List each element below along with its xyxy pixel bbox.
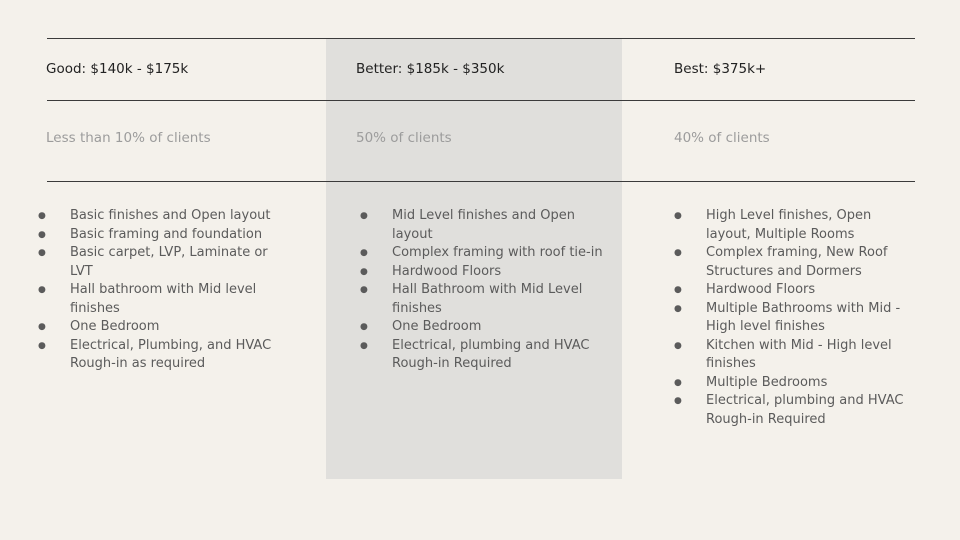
- feature-text: Hall bathroom with Mid level finishes: [70, 282, 257, 316]
- bullet-icon: ●: [38, 248, 46, 258]
- bullet-icon: ●: [674, 377, 682, 388]
- tier-features-best: [674, 207, 919, 429]
- list-item: [360, 337, 605, 374]
- list-item: [674, 337, 919, 374]
- feature-text: Mid Level finishes and Open layout: [392, 208, 575, 242]
- bullet-icon: ●: [674, 285, 682, 295]
- feature-text: Complex framing, New Roof Structures and Dormers: [706, 245, 888, 279]
- list-item: [360, 207, 605, 244]
- list-item: [360, 244, 605, 263]
- list-item: [674, 244, 919, 281]
- bullet-icon: ●: [360, 340, 368, 351]
- header-rule: [47, 100, 915, 101]
- list-item: [38, 207, 288, 226]
- feature-text: One Bedroom: [392, 319, 482, 334]
- bullet-icon: ●: [38, 340, 46, 351]
- feature-text: High Level finishes, Open layout, Multiple Rooms: [706, 208, 872, 242]
- list-item: [360, 281, 605, 318]
- list-item: [360, 318, 605, 337]
- list-item: [38, 337, 288, 374]
- bullet-icon: ●: [674, 340, 682, 351]
- tier-client-share: 50% of clients: [356, 130, 452, 146]
- list-item: [38, 281, 288, 318]
- tier-title: Better: $185k - $350k: [356, 61, 505, 77]
- tier-title: Good: $140k - $175k: [46, 61, 189, 77]
- feature-text: Basic finishes and Open layout: [70, 208, 271, 223]
- list-item: [674, 392, 919, 429]
- feature-text: Multiple Bedrooms: [706, 374, 828, 390]
- list-item: [674, 300, 919, 337]
- bullet-icon: ●: [674, 303, 682, 314]
- feature-text: Hardwood Floors: [392, 263, 502, 279]
- feature-text: Electrical, plumbing and HVAC Rough-in Required: [706, 393, 904, 427]
- bullet-icon: ●: [38, 285, 46, 295]
- share-rule: [47, 181, 915, 182]
- feature-text: Kitchen with Mid - High level finishes: [706, 337, 892, 371]
- bullet-icon: ●: [360, 248, 368, 258]
- list-item: [38, 244, 288, 281]
- bullet-icon: ●: [38, 322, 46, 332]
- feature-text: Electrical, Plumbing, and HVAC Rough-in as required: [70, 337, 272, 371]
- top-rule: [47, 38, 915, 39]
- feature-text: Hall Bathroom with Mid Level finishes: [392, 282, 583, 316]
- bullet-icon: ●: [360, 285, 368, 295]
- feature-text: Basic framing and foundation: [70, 226, 263, 242]
- tier-features-better: [360, 207, 605, 374]
- bullet-icon: ●: [360, 322, 368, 332]
- feature-text: One Bedroom: [70, 319, 160, 334]
- feature-text: Electrical, plumbing and HVAC Rough-in Required: [392, 337, 590, 371]
- bullet-icon: ●: [360, 266, 368, 277]
- list-item: [38, 318, 288, 337]
- list-item: [38, 226, 288, 245]
- bullet-icon: ●: [38, 229, 46, 240]
- feature-text: Complex framing with roof tie-in: [392, 245, 603, 260]
- tier-client-share: Less than 10% of clients: [46, 130, 211, 146]
- list-item: [674, 374, 919, 393]
- bullet-icon: ●: [674, 211, 682, 221]
- list-item: [360, 263, 605, 282]
- list-item: [674, 207, 919, 244]
- bullet-icon: ●: [38, 211, 46, 221]
- tier-client-share: 40% of clients: [674, 130, 770, 146]
- tier-features-good: [38, 207, 288, 374]
- list-item: [674, 281, 919, 300]
- feature-text: Multiple Bathrooms with Mid - High level finishes: [706, 300, 901, 334]
- bullet-icon: ●: [360, 211, 368, 221]
- bullet-icon: ●: [674, 396, 682, 406]
- bullet-icon: ●: [674, 248, 682, 258]
- feature-text: Basic carpet, LVP, Laminate or LVT: [70, 245, 268, 279]
- tier-title: Best: $375k+: [674, 61, 767, 77]
- feature-text: Hardwood Floors: [706, 282, 816, 297]
